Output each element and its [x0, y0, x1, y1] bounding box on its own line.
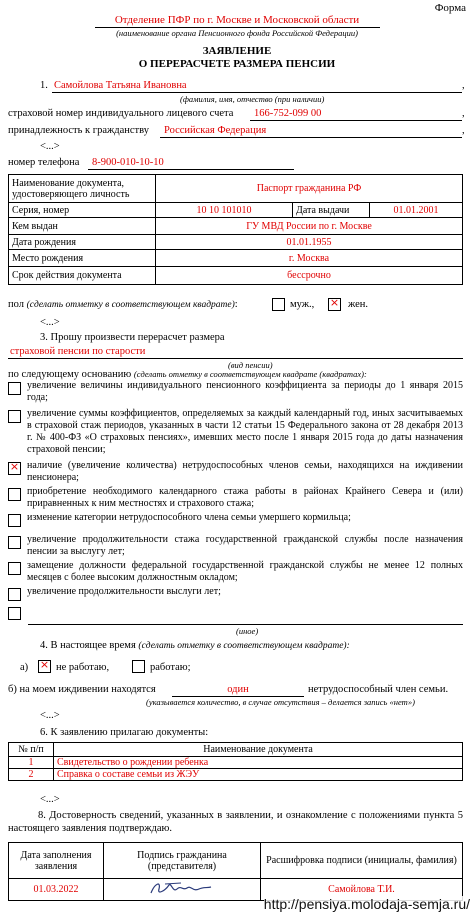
- ellipsis-1: <...>: [40, 141, 60, 152]
- ellipsis-3: <...>: [40, 710, 60, 721]
- basis-option-text: увеличение продолжительности выслуги лет;: [27, 586, 221, 597]
- birth-place-label: Место рождения: [9, 250, 156, 267]
- attachment-num: 2: [9, 769, 54, 781]
- signature-table: [8, 842, 463, 901]
- basis-option-text: замещение должности федеральной государственной гражданской службы не менее 12 полных месяцев с более высоким должностным окладом;: [27, 560, 463, 583]
- sig-header-signature: Подпись гражданина (представителя): [104, 843, 261, 879]
- section4-a-label: а): [20, 662, 29, 673]
- basis-option-checkbox[interactable]: ×: [9, 460, 20, 473]
- basis-option-text: увеличение величины индивидуального пенсионного коэффициента за периоды до 1 января 2015 года;: [27, 380, 463, 403]
- basis-option-checkbox[interactable]: [8, 382, 21, 395]
- validity-value[interactable]: бессрочно: [156, 267, 463, 285]
- pension-caption: (вид пенсии): [228, 360, 273, 370]
- basis-option-checkbox[interactable]: [8, 514, 21, 527]
- name-caption: (фамилия, имя, отчество (при наличии): [180, 94, 325, 104]
- basis-option-checkbox[interactable]: [8, 607, 21, 620]
- basis-option-checkbox[interactable]: [8, 562, 21, 575]
- full-name-value[interactable]: Самойлова Татьяна Ивановна: [54, 80, 187, 91]
- form-label: Форма: [434, 2, 466, 14]
- basis-hint: (сделать отметку в соответствующем квадрате (квадратах):: [133, 369, 367, 379]
- attachments-header-num: № п/п: [9, 743, 54, 757]
- ellipsis-4: <...>: [40, 794, 60, 805]
- ellipsis-2: <...>: [40, 317, 60, 328]
- birth-place-value[interactable]: г. Москва: [156, 250, 463, 267]
- org-name: Отделение ПФР по г. Москве и Московской области: [114, 14, 360, 26]
- gender-female-checkbox[interactable]: ×: [329, 296, 340, 309]
- section3-text: 3. Прошу произвести перерасчет размера: [40, 332, 225, 343]
- other-caption: (иное): [236, 626, 259, 636]
- validity-label: Срок действия документа: [9, 267, 156, 285]
- birth-date-value[interactable]: 01.01.1955: [156, 235, 463, 250]
- series-value[interactable]: 10 10 101010: [156, 203, 293, 218]
- title-line1: ЗАЯВЛЕНИЕ: [202, 45, 272, 57]
- snils-label: страховой номер индивидуального лицевого счета: [8, 108, 234, 119]
- gender-male-checkbox[interactable]: [272, 298, 285, 311]
- signature-cell[interactable]: [104, 879, 261, 901]
- basis-option-text: наличие (увеличение количества) нетрудоспособных членов семьи, находящихся на иждивении пенсионера;: [27, 460, 463, 483]
- issued-by-value[interactable]: ГУ МВД России по г. Москве: [156, 218, 463, 235]
- gender-label: пол: [8, 299, 24, 310]
- issue-date-label: Дата выдачи: [293, 203, 370, 218]
- attachment-name[interactable]: Справка о составе семьи из ЖЭУ: [54, 769, 463, 781]
- section4-text: 4. В настоящее время: [40, 640, 136, 651]
- pension-type-value[interactable]: страховой пенсии по старости: [10, 346, 146, 357]
- basis-option-checkbox[interactable]: [8, 488, 21, 501]
- attachment-name[interactable]: Свидетельство о рождении ребенка: [54, 757, 463, 769]
- sig-date-value[interactable]: 01.03.2022: [9, 879, 104, 901]
- sig-header-decode: Расшифровка подписи (инициалы, фамилия): [261, 843, 463, 879]
- issue-date-value[interactable]: 01.01.2001: [370, 203, 463, 218]
- section6-text: 6. К заявлению прилагаю документы:: [40, 727, 209, 738]
- attachment-num: 1: [9, 757, 54, 769]
- phone-value[interactable]: 8-900-010-10-10: [92, 157, 164, 168]
- basis-option-text: увеличение продолжительности стажа государственной гражданской службы после назначения пенсии за выслугу лет;: [27, 534, 463, 557]
- basis-label: по следующему основанию: [8, 369, 132, 380]
- birth-date-label: Дата рождения: [9, 235, 156, 250]
- dependents-suffix: нетрудоспособный член семьи.: [308, 684, 449, 695]
- sig-header-date: Дата заполнения заявления: [9, 843, 104, 879]
- watermark-url: http://pensiya.molodaja-semja.ru/: [263, 896, 470, 912]
- gender-hint: (сделать отметку в соответствующем квадрате): [26, 300, 235, 310]
- doc-name-value[interactable]: Паспорт гражданина РФ: [156, 175, 463, 203]
- id-document-table: [8, 174, 463, 285]
- citizenship-label: принадлежность к гражданству: [8, 125, 149, 136]
- dependents-caption: (указывается количество, в случае отсутствия – делается запись «нет»): [146, 697, 415, 707]
- phone-label: номер телефона: [8, 157, 80, 168]
- basis-option-text: изменение категории нетрудоспособного члена семьи умершего кормильца;: [27, 512, 351, 523]
- basis-option-checkbox[interactable]: [8, 588, 21, 601]
- section4-hint: (сделать отметку в соответствующем квадрате):: [138, 641, 350, 651]
- basis-option-checkbox[interactable]: [8, 410, 21, 423]
- doc-name-label: Наименование документа, удостоверяющего личность: [9, 175, 156, 203]
- not-working-label: не работаю,: [56, 662, 110, 673]
- section8-text: 8. Достоверность сведений, указанных в заявлении, и ознакомление с положениями пункта 5 настоящего заявления подтверждаю.: [8, 810, 463, 834]
- attachments-header-name: Наименование документа: [54, 743, 463, 757]
- basis-option-text: увеличение суммы коэффициентов, определяемых за каждый календарный год, иных засчитываемых в страховой стаж периодов, указанных в части 12 статьи 15 Федерального закона от 28 декабря 2013 г. № 400-ФЗ «О страховых пенсиях», имевших место после 1 января 2015 года до даты назначения страховой пенсии;: [27, 408, 463, 455]
- org-caption: (наименование органа Пенсионного фонда Российской Федерации): [116, 28, 358, 38]
- section1-number: 1.: [40, 80, 48, 91]
- not-working-checkbox[interactable]: ×: [39, 658, 50, 671]
- handwritten-signature: [147, 879, 217, 897]
- basis-option-text: приобретение необходимого календарного стажа работы в районах Крайнего Севера и (или) приравненных к ним местностях и страхового стажа;: [27, 486, 463, 509]
- citizenship-value[interactable]: Российская Федерация: [164, 125, 267, 136]
- sig-decode-value[interactable]: Самойлова Т.И.: [261, 879, 463, 901]
- working-checkbox[interactable]: [132, 660, 145, 673]
- attachments-table: [8, 742, 463, 781]
- basis-option-checkbox[interactable]: [8, 536, 21, 549]
- working-label: работаю;: [150, 662, 191, 673]
- series-label: Серия, номер: [9, 203, 156, 218]
- issued-by-label: Кем выдан: [9, 218, 156, 235]
- dependents-label: б) на моем иждивении находятся: [8, 684, 156, 695]
- gender-female-label: жен.: [348, 299, 369, 310]
- gender-male-label: муж.,: [290, 299, 315, 310]
- dependents-value[interactable]: один: [227, 684, 249, 695]
- title-line2: О ПЕРЕРАСЧЕТЕ РАЗМЕРА ПЕНСИИ: [138, 58, 336, 70]
- snils-value[interactable]: 166-752-099 00: [254, 108, 322, 119]
